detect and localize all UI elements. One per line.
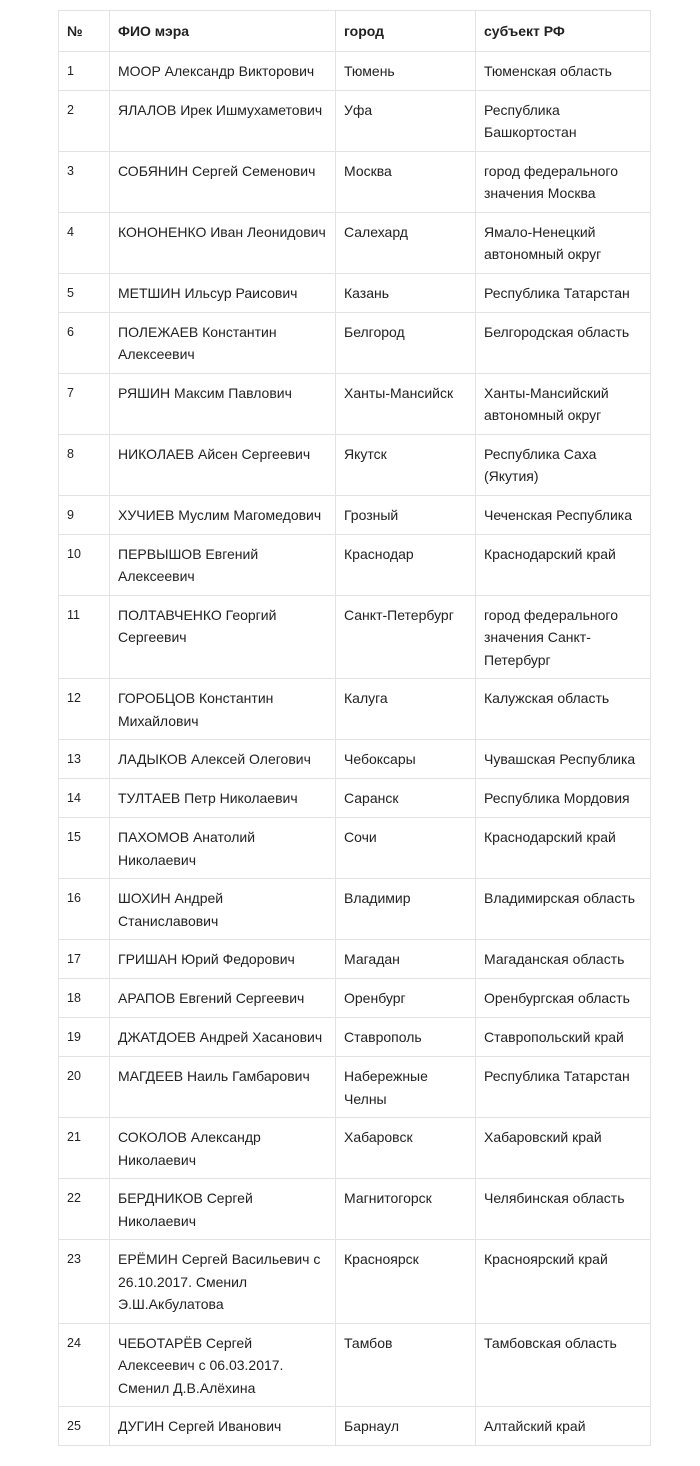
table-row [59, 373, 651, 434]
cell-region: Чувашская Республика [476, 740, 651, 779]
cell-number: 22 [59, 1179, 110, 1240]
cell-city: Набережные Челны [336, 1057, 476, 1118]
cell-region: Республика Башкортостан [476, 90, 651, 151]
cell-city: Якутск [336, 434, 476, 495]
cell-region: Ханты-Мансийский автономный округ [476, 373, 651, 434]
cell-city: Магадан [336, 940, 476, 979]
table-header-row [59, 11, 651, 52]
table-row [59, 51, 651, 90]
cell-mayor-name: РЯШИН Максим Павлович [110, 373, 336, 434]
cell-region: Белгородская область [476, 312, 651, 373]
cell-city: Тюмень [336, 51, 476, 90]
cell-region: Ставропольский край [476, 1018, 651, 1057]
cell-number: 6 [59, 312, 110, 373]
table-row [59, 534, 651, 595]
cell-region: Калужская область [476, 679, 651, 740]
cell-mayor-name: ДУГИН Сергей Иванович [110, 1407, 336, 1446]
cell-number: 1 [59, 51, 110, 90]
header-city: город [336, 11, 476, 52]
cell-mayor-name: ЕРЁМИН Сергей Васильевич с 26.10.2017. Сменил Э.Ш.Акбулатова [110, 1240, 336, 1324]
cell-region: Оренбургская область [476, 979, 651, 1018]
cell-number: 12 [59, 679, 110, 740]
cell-mayor-name: АРАПОВ Евгений Сергеевич [110, 979, 336, 1018]
cell-city: Казань [336, 273, 476, 312]
cell-region: Республика Татарстан [476, 1057, 651, 1118]
table-row [59, 1179, 651, 1240]
cell-region: Владимирская область [476, 879, 651, 940]
table-row [59, 151, 651, 212]
cell-number: 19 [59, 1018, 110, 1057]
header-number: № [59, 11, 110, 52]
cell-city: Оренбург [336, 979, 476, 1018]
cell-number: 13 [59, 740, 110, 779]
header-region: субъект РФ [476, 11, 651, 52]
cell-mayor-name: ПЕРВЫШОВ Евгений Алексеевич [110, 534, 336, 595]
cell-city: Хабаровск [336, 1118, 476, 1179]
table-row [59, 818, 651, 879]
cell-number: 21 [59, 1118, 110, 1179]
cell-city: Владимир [336, 879, 476, 940]
cell-mayor-name: ПОЛТАВЧЕНКО Георгий Сергеевич [110, 595, 336, 679]
cell-region: Магаданская область [476, 940, 651, 979]
table-row [59, 779, 651, 818]
table-row [59, 1240, 651, 1324]
header-mayor-name: ФИО мэра [110, 11, 336, 52]
cell-number: 25 [59, 1407, 110, 1446]
cell-number: 23 [59, 1240, 110, 1324]
cell-city: Магнитогорск [336, 1179, 476, 1240]
cell-number: 2 [59, 90, 110, 151]
table-row [59, 90, 651, 151]
cell-city: Красноярск [336, 1240, 476, 1324]
cell-city: Грозный [336, 495, 476, 534]
cell-number: 14 [59, 779, 110, 818]
cell-mayor-name: ДЖАТДОЕВ Андрей Хасанович [110, 1018, 336, 1057]
cell-number: 8 [59, 434, 110, 495]
cell-mayor-name: ШОХИН Андрей Станиславович [110, 879, 336, 940]
cell-number: 5 [59, 273, 110, 312]
cell-region: Республика Татарстан [476, 273, 651, 312]
table-row [59, 1323, 651, 1407]
table-row [59, 740, 651, 779]
table-row [59, 979, 651, 1018]
table-row [59, 212, 651, 273]
cell-mayor-name: ХУЧИЕВ Муслим Магомедович [110, 495, 336, 534]
cell-mayor-name: БЕРДНИКОВ Сергей Николаевич [110, 1179, 336, 1240]
cell-city: Салехард [336, 212, 476, 273]
table-row [59, 1118, 651, 1179]
table-row [59, 273, 651, 312]
cell-mayor-name: СОКОЛОВ Александр Николаевич [110, 1118, 336, 1179]
table-row [59, 495, 651, 534]
cell-mayor-name: ПАХОМОВ Анатолий Николаевич [110, 818, 336, 879]
cell-number: 3 [59, 151, 110, 212]
cell-region: Республика Саха (Якутия) [476, 434, 651, 495]
cell-city: Уфа [336, 90, 476, 151]
cell-mayor-name: ЛАДЫКОВ Алексей Олегович [110, 740, 336, 779]
cell-number: 15 [59, 818, 110, 879]
cell-city: Ханты-Мансийск [336, 373, 476, 434]
cell-city: Санкт-Петербург [336, 595, 476, 679]
cell-region: Республика Мордовия [476, 779, 651, 818]
cell-region: Алтайский край [476, 1407, 651, 1446]
table-row [59, 312, 651, 373]
cell-number: 24 [59, 1323, 110, 1407]
cell-city: Сочи [336, 818, 476, 879]
cell-mayor-name: МАГДЕЕВ Наиль Гамбарович [110, 1057, 336, 1118]
mayors-table [58, 10, 651, 1446]
table-row [59, 940, 651, 979]
cell-mayor-name: ГРИШАН Юрий Федорович [110, 940, 336, 979]
cell-city: Белгород [336, 312, 476, 373]
cell-number: 4 [59, 212, 110, 273]
cell-mayor-name: СОБЯНИН Сергей Семенович [110, 151, 336, 212]
table-row [59, 679, 651, 740]
cell-number: 10 [59, 534, 110, 595]
table-row [59, 434, 651, 495]
cell-number: 7 [59, 373, 110, 434]
cell-region: Чеченская Республика [476, 495, 651, 534]
cell-mayor-name: ЯЛАЛОВ Ирек Ишмухаметович [110, 90, 336, 151]
cell-number: 20 [59, 1057, 110, 1118]
cell-city: Барнаул [336, 1407, 476, 1446]
cell-region: Челябинская область [476, 1179, 651, 1240]
cell-mayor-name: НИКОЛАЕВ Айсен Сергеевич [110, 434, 336, 495]
cell-mayor-name: ЧЕБОТАРЁВ Сергей Алексеевич с 06.03.2017. Сменил Д.В.Алёхина [110, 1323, 336, 1407]
cell-region: Ямало-Ненецкий автономный округ [476, 212, 651, 273]
table-row [59, 595, 651, 679]
cell-city: Тамбов [336, 1323, 476, 1407]
cell-region: Краснодарский край [476, 534, 651, 595]
cell-number: 17 [59, 940, 110, 979]
table-body [59, 51, 651, 1446]
cell-mayor-name: КОНОНЕНКО Иван Леонидович [110, 212, 336, 273]
cell-region: город федерального значения Москва [476, 151, 651, 212]
cell-number: 9 [59, 495, 110, 534]
table-row [59, 879, 651, 940]
cell-mayor-name: МООР Александр Викторович [110, 51, 336, 90]
table-row [59, 1057, 651, 1118]
cell-region: Тамбовская область [476, 1323, 651, 1407]
cell-city: Москва [336, 151, 476, 212]
cell-region: Краснодарский край [476, 818, 651, 879]
table-row [59, 1018, 651, 1057]
cell-region: Хабаровский край [476, 1118, 651, 1179]
cell-number: 11 [59, 595, 110, 679]
cell-city: Ставрополь [336, 1018, 476, 1057]
cell-city: Чебоксары [336, 740, 476, 779]
table-row [59, 1407, 651, 1446]
cell-city: Саранск [336, 779, 476, 818]
cell-number: 18 [59, 979, 110, 1018]
cell-mayor-name: МЕТШИН Ильсур Раисович [110, 273, 336, 312]
cell-mayor-name: ТУЛТАЕВ Петр Николаевич [110, 779, 336, 818]
cell-mayor-name: ГОРОБЦОВ Константин Михайлович [110, 679, 336, 740]
cell-city: Калуга [336, 679, 476, 740]
cell-region: город федерального значения Санкт-Петербург [476, 595, 651, 679]
cell-region: Тюменская область [476, 51, 651, 90]
cell-region: Красноярский край [476, 1240, 651, 1324]
cell-mayor-name: ПОЛЕЖАЕВ Константин Алексеевич [110, 312, 336, 373]
cell-city: Краснодар [336, 534, 476, 595]
cell-number: 16 [59, 879, 110, 940]
